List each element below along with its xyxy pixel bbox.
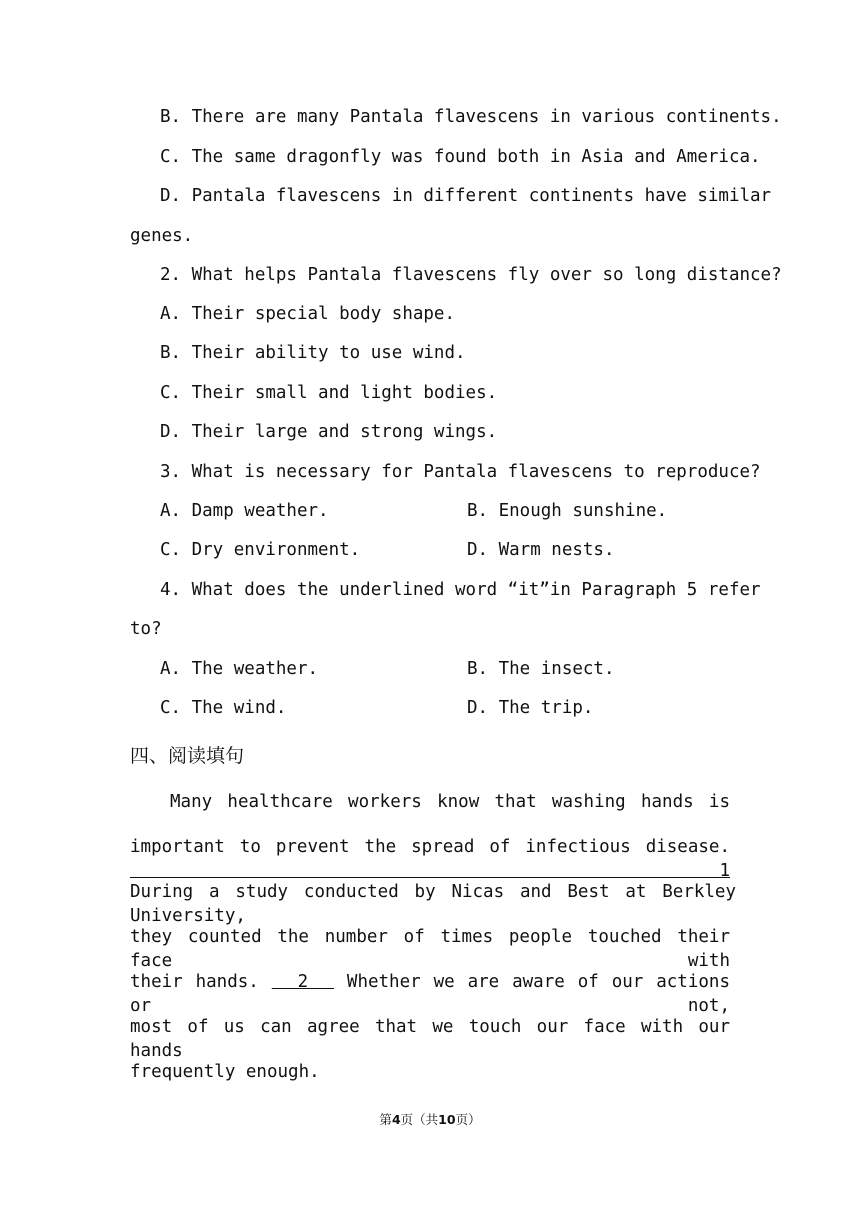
passage-line-2-text: important to prevent the spread of infectious disease.: [130, 837, 730, 857]
q4-option-a: A. The weather.: [160, 659, 319, 679]
q1-option-d-line1: D. Pantala flavescens in different continents have similar: [160, 186, 772, 206]
q2-stem: 2. What helps Pantala flavescens fly over so long distance?: [160, 265, 782, 285]
section-heading: 四、阅读填句: [130, 745, 245, 767]
q3-options-row1: [160, 499, 735, 523]
footer-prefix: 第: [379, 1112, 392, 1127]
page-footer: [0, 1111, 860, 1129]
q1-option-d-line2: genes.: [130, 226, 194, 246]
passage-line-2: [130, 835, 730, 883]
q4-stem-line1: 4. What does the underlined word “it”in Paragraph 5 refer: [160, 580, 761, 600]
footer-total-pages: 10: [438, 1112, 456, 1127]
q1-option-b: B. There are many Pantala flavescens in various continents.: [160, 107, 782, 127]
passage-line-5-end: Whether we are aware of our actions or not,: [130, 972, 730, 1016]
q2-option-a: A. Their special body shape.: [160, 304, 456, 324]
q3-options-row2: [160, 538, 735, 562]
q2-option-c: C. Their small and light bodies.: [160, 383, 498, 403]
passage-line-7: frequently enough.: [130, 1062, 320, 1082]
passage-line-4: they counted the number of times people touched their face with: [130, 927, 730, 971]
q4-options-row2: [160, 696, 735, 720]
q3-option-c: C. Dry environment.: [160, 540, 361, 560]
q3-option-d: D. Warm nests.: [467, 540, 615, 560]
passage-line-6: most of us can agree that we touch our face with our hands: [130, 1017, 730, 1061]
passage-line-5-start: their hands.: [130, 972, 259, 992]
footer-page-number: 4: [391, 1112, 401, 1127]
footer-suffix: 页）: [455, 1112, 481, 1127]
q3-option-b: B. Enough sunshine.: [467, 501, 668, 521]
passage-line-3: During a study conducted by Nicas and Best at Berkley University,: [130, 882, 736, 926]
q3-option-a: A. Damp weather.: [160, 501, 329, 521]
q2-option-b: B. Their ability to use wind.: [160, 343, 466, 363]
q4-option-c: C. The wind.: [160, 698, 287, 718]
passage-line-1: Many healthcare workers know that washing hands is: [170, 792, 730, 812]
q1-option-c: C. The same dragonfly was found both in Asia and America.: [160, 147, 761, 167]
q4-option-b: B. The insect.: [467, 659, 615, 679]
q2-option-d: D. Their large and strong wings.: [160, 422, 498, 442]
q4-stem-line2: to?: [130, 619, 162, 639]
q3-stem: 3. What is necessary for Pantala flavescens to reproduce?: [160, 462, 761, 482]
q4-options-row1: [160, 657, 735, 681]
answer-blank-2: 2: [271, 972, 334, 992]
q4-option-d: D. The trip.: [467, 698, 594, 718]
passage-line-5: [130, 970, 730, 1018]
footer-middle: 页（共: [400, 1112, 439, 1127]
answer-blank-1: 1: [130, 861, 730, 881]
